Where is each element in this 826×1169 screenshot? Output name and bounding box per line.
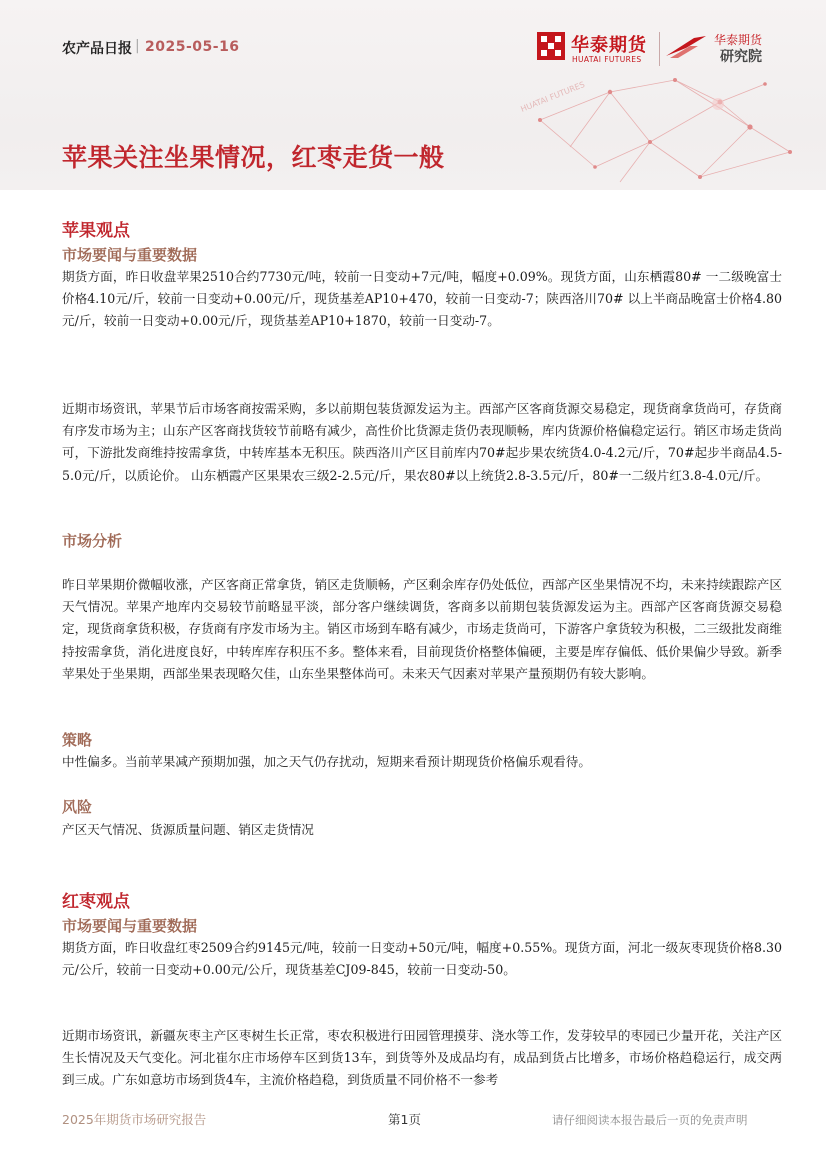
network-decoration-graphic bbox=[500, 72, 800, 190]
apple-analysis-paragraph: 昨日苹果期价微幅收涨，产区客商正常拿货，销区走货顺畅，产区剩余库存仍处低位，西部产区坐果情况不均，未来持续跟踪产区天气情况。苹果产地库内交易较节前略显平淡，部分客户继续调货，客商多以前期包装货源发运为主。西部产区客商货源交易稳定，现货商拿货积极，存货商有序发市场为主。销区市场到车略有减少，市场走货尚可，下游客户拿货较为积极，二三级批发商维持按需拿货，消化进度良好，中转库库存积压不多。整体来看，目前现货价格整体偏硬，主要是库存偏低、低价果偏少导致。新季苹果处于坐果期，西部坐果表现略欠佳，山东坐果整体尚可。未来天气因素对苹果产量预期仍有较大影响。 bbox=[62, 577, 782, 681]
apple-section-heading: 苹果观点 bbox=[62, 221, 130, 241]
huatai-futures-logo bbox=[537, 30, 655, 70]
jujube-news-heading: 市场要闻与重要数据 bbox=[62, 917, 198, 935]
jujube-news-paragraph-2: 近期市场资讯，新疆灰枣主产区枣树生长正常，枣农积极进行田园管理摸芽、浇水等工作，发芽较早的枣园已少量开花，关注产区生长情况及天气变化。河北崔尔庄市场停车区到货13车，到货等外及成品均有，成品到货占比增多，市场价格趋稳运行，成交两到三成。广东如意坊市场到货4车，主流价格趋稳，到货质量不同价格不一参考 bbox=[62, 1028, 782, 1088]
logo-name-cn: 华泰期货 bbox=[571, 35, 647, 56]
institute-line2: 研究院 bbox=[720, 49, 762, 65]
logo-name-en: HUATAI FUTURES bbox=[572, 55, 642, 64]
report-separator: | bbox=[135, 38, 140, 54]
apple-strategy-paragraph: 中性偏多。当前苹果减产预期加强，加之天气仍存扰动，短期来看预计期现货价格偏乐观看待。 bbox=[62, 754, 591, 769]
logo-divider bbox=[659, 32, 660, 66]
footer-page-number: 第1页 bbox=[388, 1112, 421, 1127]
report-date: 2025-05-16 bbox=[145, 39, 240, 55]
report-type: 农产品日报 bbox=[62, 41, 132, 57]
jujube-section-heading: 红枣观点 bbox=[62, 892, 130, 912]
institute-line1: 华泰期货 bbox=[714, 33, 763, 47]
apple-analysis-heading: 市场分析 bbox=[62, 532, 123, 550]
huatai-logo-icon bbox=[537, 32, 565, 60]
research-institute-logo bbox=[664, 30, 774, 70]
apple-news-heading: 市场要闻与重要数据 bbox=[62, 246, 198, 264]
page-title: 苹果关注坐果情况，红枣走货一般 bbox=[62, 143, 445, 172]
institute-swoosh-icon bbox=[664, 34, 708, 60]
apple-risk-heading: 风险 bbox=[62, 798, 93, 816]
jujube-news-paragraph-1: 期货方面，昨日收盘红枣2509合约9145元/吨，较前一日变动+50元/吨，幅度+0.55%。现货方面，河北一级灰枣现货价格8.30元/公斤，较前一日变动+0.00元/公斤，现货基差CJ09-845，较前一日变动-50。 bbox=[62, 940, 782, 978]
apple-news-paragraph-2: 近期市场资讯，苹果节后市场客商按需采购，多以前期包装货源发运为主。西部产区客商货源交易稳定，现货商拿货尚可，存货商有序发市场为主；山东产区客商找货较节前略有减少，高性价比货源走货仍表现顺畅，库内货源价格偏稳定运行。销区市场走货尚可，下游批发商维持按需拿货，中转库基本无积压。陕西洛川产区目前库内70#起步果农统货4.0-4.2元/斤，70#起步半商品4.5-5.0元/斤，以质论价。 山东栖霞产区果果农三级2-2.5元/斤，果农80#以上统货2.8-3.5元/斤，80#一二级片红3.8-4.0元/斤。 bbox=[62, 401, 782, 483]
footer-report-name: 2025年期货市场研究报告 bbox=[62, 1112, 207, 1127]
footer-disclaimer-note: 请仔细阅读本报告最后一页的免责声明 bbox=[552, 1113, 748, 1127]
apple-strategy-heading: 策略 bbox=[62, 731, 93, 749]
watermark-text: HUATAI FUTURES bbox=[519, 79, 587, 114]
apple-risk-paragraph: 产区天气情况、货源质量问题、销区走货情况 bbox=[62, 822, 314, 837]
apple-news-paragraph-1: 期货方面，昨日收盘苹果2510合约7730元/吨，较前一日变动+7元/吨，幅度+0.09%。现货方面，山东栖霞80# 一二级晚富士价格4.10元/斤，较前一日变动+0.00元/斤，现货基差AP10+470，较前一日变动-7；陕西洛川70# 以上半商品晚富士价格4.80元/斤，较前一日变动+0.00元/斤，现货基差AP10+1870，较前一日变动-7。 bbox=[62, 269, 782, 329]
